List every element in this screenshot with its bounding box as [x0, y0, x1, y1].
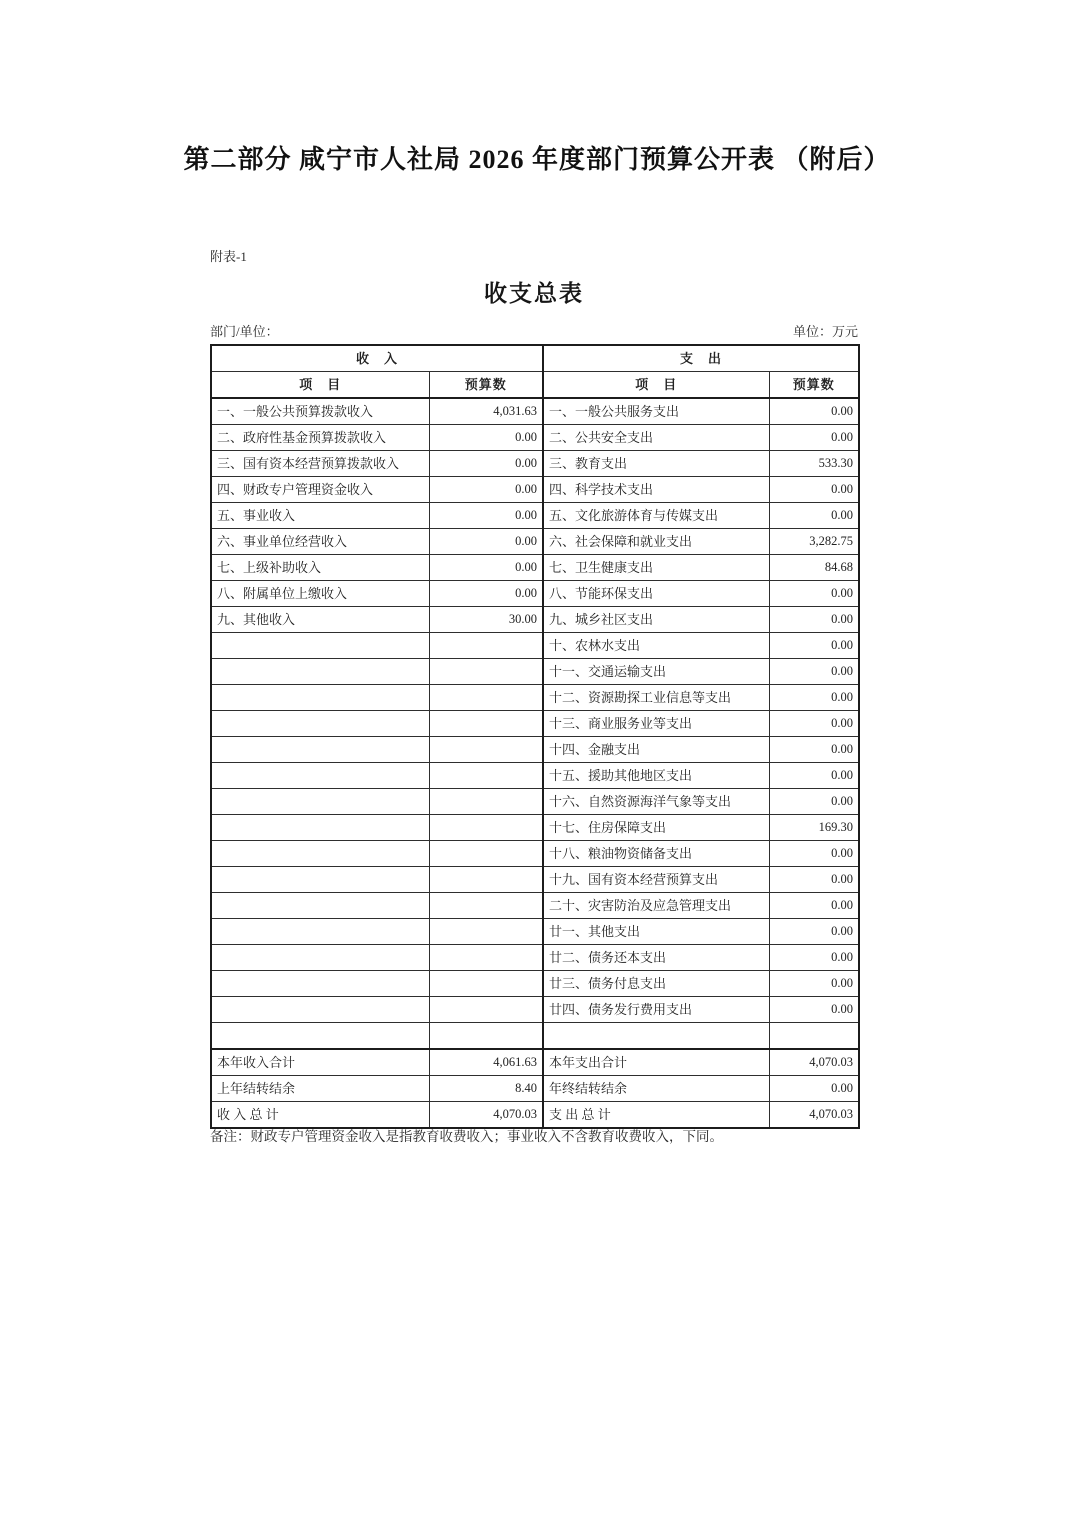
- income-value-cell: [429, 945, 543, 971]
- income-expenditure-table: [210, 344, 860, 1129]
- table-row: [211, 503, 859, 529]
- expense-item-cell: 十一、交通运输支出: [543, 659, 769, 685]
- income-value-cell: [429, 997, 543, 1023]
- table-title: 收支总表: [484, 281, 584, 306]
- table-row: [211, 789, 859, 815]
- expense-value-cell: 0.00: [769, 945, 859, 971]
- income-value-cell: 0.00: [429, 425, 543, 451]
- income-item-cell: [211, 971, 429, 997]
- expense-value-cell: 0.00: [769, 1076, 859, 1102]
- expense-value-cell: 0.00: [769, 711, 859, 737]
- expense-item-cell: 十七、住房保障支出: [543, 815, 769, 841]
- income-value-cell: [429, 815, 543, 841]
- expense-value-cell: 3,282.75: [769, 529, 859, 555]
- table-body: [211, 398, 859, 1128]
- table-row: [211, 945, 859, 971]
- column-header-expense-budget: 预算数: [769, 372, 859, 399]
- table-row: [211, 659, 859, 685]
- income-item-cell: 六、事业单位经营收入: [211, 529, 429, 555]
- group-header-row: [211, 345, 859, 372]
- expense-value-cell: 0.00: [769, 893, 859, 919]
- expense-value-cell: 0.00: [769, 737, 859, 763]
- income-item-cell: 四、财政专户管理资金收入: [211, 477, 429, 503]
- expense-item-cell: 支 出 总 计: [543, 1102, 769, 1129]
- expense-value-cell: 0.00: [769, 581, 859, 607]
- column-header-row: [211, 372, 859, 399]
- expense-value-cell: 4,070.03: [769, 1102, 859, 1129]
- income-value-cell: 0.00: [429, 451, 543, 477]
- table-row: [211, 529, 859, 555]
- income-value-cell: 4,031.63: [429, 398, 543, 425]
- income-value-cell: 30.00: [429, 607, 543, 633]
- column-header-income-item: 项 目: [211, 372, 429, 399]
- department-label: 部门/单位：: [210, 324, 279, 339]
- income-item-cell: [211, 763, 429, 789]
- income-item-cell: 收 入 总 计: [211, 1102, 429, 1129]
- expense-item-cell: 三、教育支出: [543, 451, 769, 477]
- income-item-cell: 上年结转结余: [211, 1076, 429, 1102]
- table-row: [211, 841, 859, 867]
- expense-item-cell: 五、文化旅游体育与传媒支出: [543, 503, 769, 529]
- table-row: [211, 737, 859, 763]
- income-item-cell: [211, 1023, 429, 1050]
- column-header-income-budget: 预算数: [429, 372, 543, 399]
- expense-value-cell: 533.30: [769, 451, 859, 477]
- expense-item-cell: 六、社会保障和就业支出: [543, 529, 769, 555]
- expense-value-cell: 0.00: [769, 685, 859, 711]
- income-value-cell: [429, 737, 543, 763]
- expense-item-cell: 廿四、债务发行费用支出: [543, 997, 769, 1023]
- income-value-cell: [429, 711, 543, 737]
- table-row: [211, 763, 859, 789]
- expense-value-cell: 0.00: [769, 789, 859, 815]
- expense-value-cell: 0.00: [769, 763, 859, 789]
- expense-value-cell: 0.00: [769, 503, 859, 529]
- table-row: [211, 867, 859, 893]
- income-value-cell: 8.40: [429, 1076, 543, 1102]
- expense-value-cell: 0.00: [769, 633, 859, 659]
- table-row: [211, 633, 859, 659]
- income-item-cell: 本年收入合计: [211, 1049, 429, 1076]
- income-value-cell: [429, 659, 543, 685]
- expense-item-cell: 一、一般公共服务支出: [543, 398, 769, 425]
- group-header-expense: 支 出: [543, 345, 859, 372]
- table-row: [211, 555, 859, 581]
- income-value-cell: [429, 971, 543, 997]
- expense-item-cell: 九、城乡社区支出: [543, 607, 769, 633]
- expense-item-cell: 本年支出合计: [543, 1049, 769, 1076]
- expense-item-cell: 十、农林水支出: [543, 633, 769, 659]
- income-item-cell: [211, 659, 429, 685]
- income-value-cell: 4,061.63: [429, 1049, 543, 1076]
- expense-item-cell: 十八、粮油物资储备支出: [543, 841, 769, 867]
- expense-value-cell: 0.00: [769, 425, 859, 451]
- expense-item-cell: 八、节能环保支出: [543, 581, 769, 607]
- expense-value-cell: 169.30: [769, 815, 859, 841]
- income-item-cell: 九、其他收入: [211, 607, 429, 633]
- budget-sheet: [210, 249, 858, 1129]
- expense-item-cell: 十四、金融支出: [543, 737, 769, 763]
- table-meta-row: [210, 323, 858, 340]
- expense-value-cell: 0.00: [769, 477, 859, 503]
- attachment-label: 附表-1: [210, 249, 247, 264]
- expense-item-cell: 廿二、债务还本支出: [543, 945, 769, 971]
- expense-value-cell: 84.68: [769, 555, 859, 581]
- income-item-cell: [211, 893, 429, 919]
- income-item-cell: [211, 815, 429, 841]
- income-value-cell: 0.00: [429, 477, 543, 503]
- income-value-cell: 0.00: [429, 503, 543, 529]
- expense-item-cell: 廿三、债务付息支出: [543, 971, 769, 997]
- expense-item-cell: 十二、资源勘探工业信息等支出: [543, 685, 769, 711]
- income-item-cell: 三、国有资本经营预算拨款收入: [211, 451, 429, 477]
- expense-value-cell: 0.00: [769, 841, 859, 867]
- table-row: [211, 451, 859, 477]
- expense-value-cell: 0.00: [769, 867, 859, 893]
- expense-value-cell: [769, 1023, 859, 1050]
- expense-item-cell: 二、公共安全支出: [543, 425, 769, 451]
- income-value-cell: [429, 867, 543, 893]
- income-value-cell: [429, 685, 543, 711]
- group-header-income: 收 入: [211, 345, 543, 372]
- note-text: 备注：财政专户管理资金收入是指教育收费收入；事业收入不含教育收费收入，下同。: [210, 1129, 723, 1144]
- table-row: [211, 711, 859, 737]
- income-item-cell: 七、上级补助收入: [211, 555, 429, 581]
- income-item-cell: 二、政府性基金预算拨款收入: [211, 425, 429, 451]
- expense-value-cell: 0.00: [769, 659, 859, 685]
- expense-value-cell: 0.00: [769, 971, 859, 997]
- expense-item-cell: 十九、国有资本经营预算支出: [543, 867, 769, 893]
- income-item-cell: [211, 841, 429, 867]
- table-row: [211, 581, 859, 607]
- unit-label: 单位：万元: [792, 324, 858, 339]
- table-row: [211, 997, 859, 1023]
- income-item-cell: [211, 789, 429, 815]
- income-value-cell: [429, 919, 543, 945]
- expense-item-cell: 廿一、其他支出: [543, 919, 769, 945]
- expense-item-cell: 二十、灾害防治及应急管理支出: [543, 893, 769, 919]
- table-row: [211, 477, 859, 503]
- expense-value-cell: 0.00: [769, 997, 859, 1023]
- table-row: [211, 607, 859, 633]
- column-header-expense-item: 项 目: [543, 372, 769, 399]
- expense-value-cell: 0.00: [769, 607, 859, 633]
- table-row: [211, 398, 859, 425]
- table-row: [211, 1023, 859, 1050]
- table-row: [211, 893, 859, 919]
- table-row: [211, 919, 859, 945]
- page-title: 第二部分 咸宁市人社局 2026 年度部门预算公开表 （附后）: [183, 145, 891, 174]
- income-item-cell: [211, 945, 429, 971]
- expense-value-cell: 0.00: [769, 919, 859, 945]
- income-value-cell: [429, 789, 543, 815]
- expense-item-cell: 四、科学技术支出: [543, 477, 769, 503]
- table-row: [211, 425, 859, 451]
- income-value-cell: [429, 1023, 543, 1050]
- income-value-cell: [429, 841, 543, 867]
- income-item-cell: [211, 685, 429, 711]
- table-row: [211, 1102, 859, 1129]
- expense-item-cell: 十六、自然资源海洋气象等支出: [543, 789, 769, 815]
- expense-item-cell: 年终结转结余: [543, 1076, 769, 1102]
- income-value-cell: 4,070.03: [429, 1102, 543, 1129]
- income-item-cell: [211, 633, 429, 659]
- income-item-cell: [211, 711, 429, 737]
- income-item-cell: [211, 997, 429, 1023]
- expense-item-cell: 十三、商业服务业等支出: [543, 711, 769, 737]
- income-item-cell: 五、事业收入: [211, 503, 429, 529]
- income-value-cell: [429, 893, 543, 919]
- expense-item-cell: 十五、援助其他地区支出: [543, 763, 769, 789]
- income-item-cell: 一、一般公共预算拨款收入: [211, 398, 429, 425]
- income-item-cell: [211, 867, 429, 893]
- income-value-cell: [429, 633, 543, 659]
- expense-item-cell: [543, 1023, 769, 1050]
- table-row: [211, 685, 859, 711]
- table-row: [211, 1076, 859, 1102]
- income-item-cell: [211, 919, 429, 945]
- expense-item-cell: 七、卫生健康支出: [543, 555, 769, 581]
- expense-value-cell: 0.00: [769, 398, 859, 425]
- income-value-cell: [429, 763, 543, 789]
- expense-value-cell: 4,070.03: [769, 1049, 859, 1076]
- income-item-cell: 八、附属单位上缴收入: [211, 581, 429, 607]
- income-item-cell: [211, 737, 429, 763]
- table-row: [211, 971, 859, 997]
- income-value-cell: 0.00: [429, 581, 543, 607]
- table-row: [211, 815, 859, 841]
- income-value-cell: 0.00: [429, 529, 543, 555]
- table-row: [211, 1049, 859, 1076]
- income-value-cell: 0.00: [429, 555, 543, 581]
